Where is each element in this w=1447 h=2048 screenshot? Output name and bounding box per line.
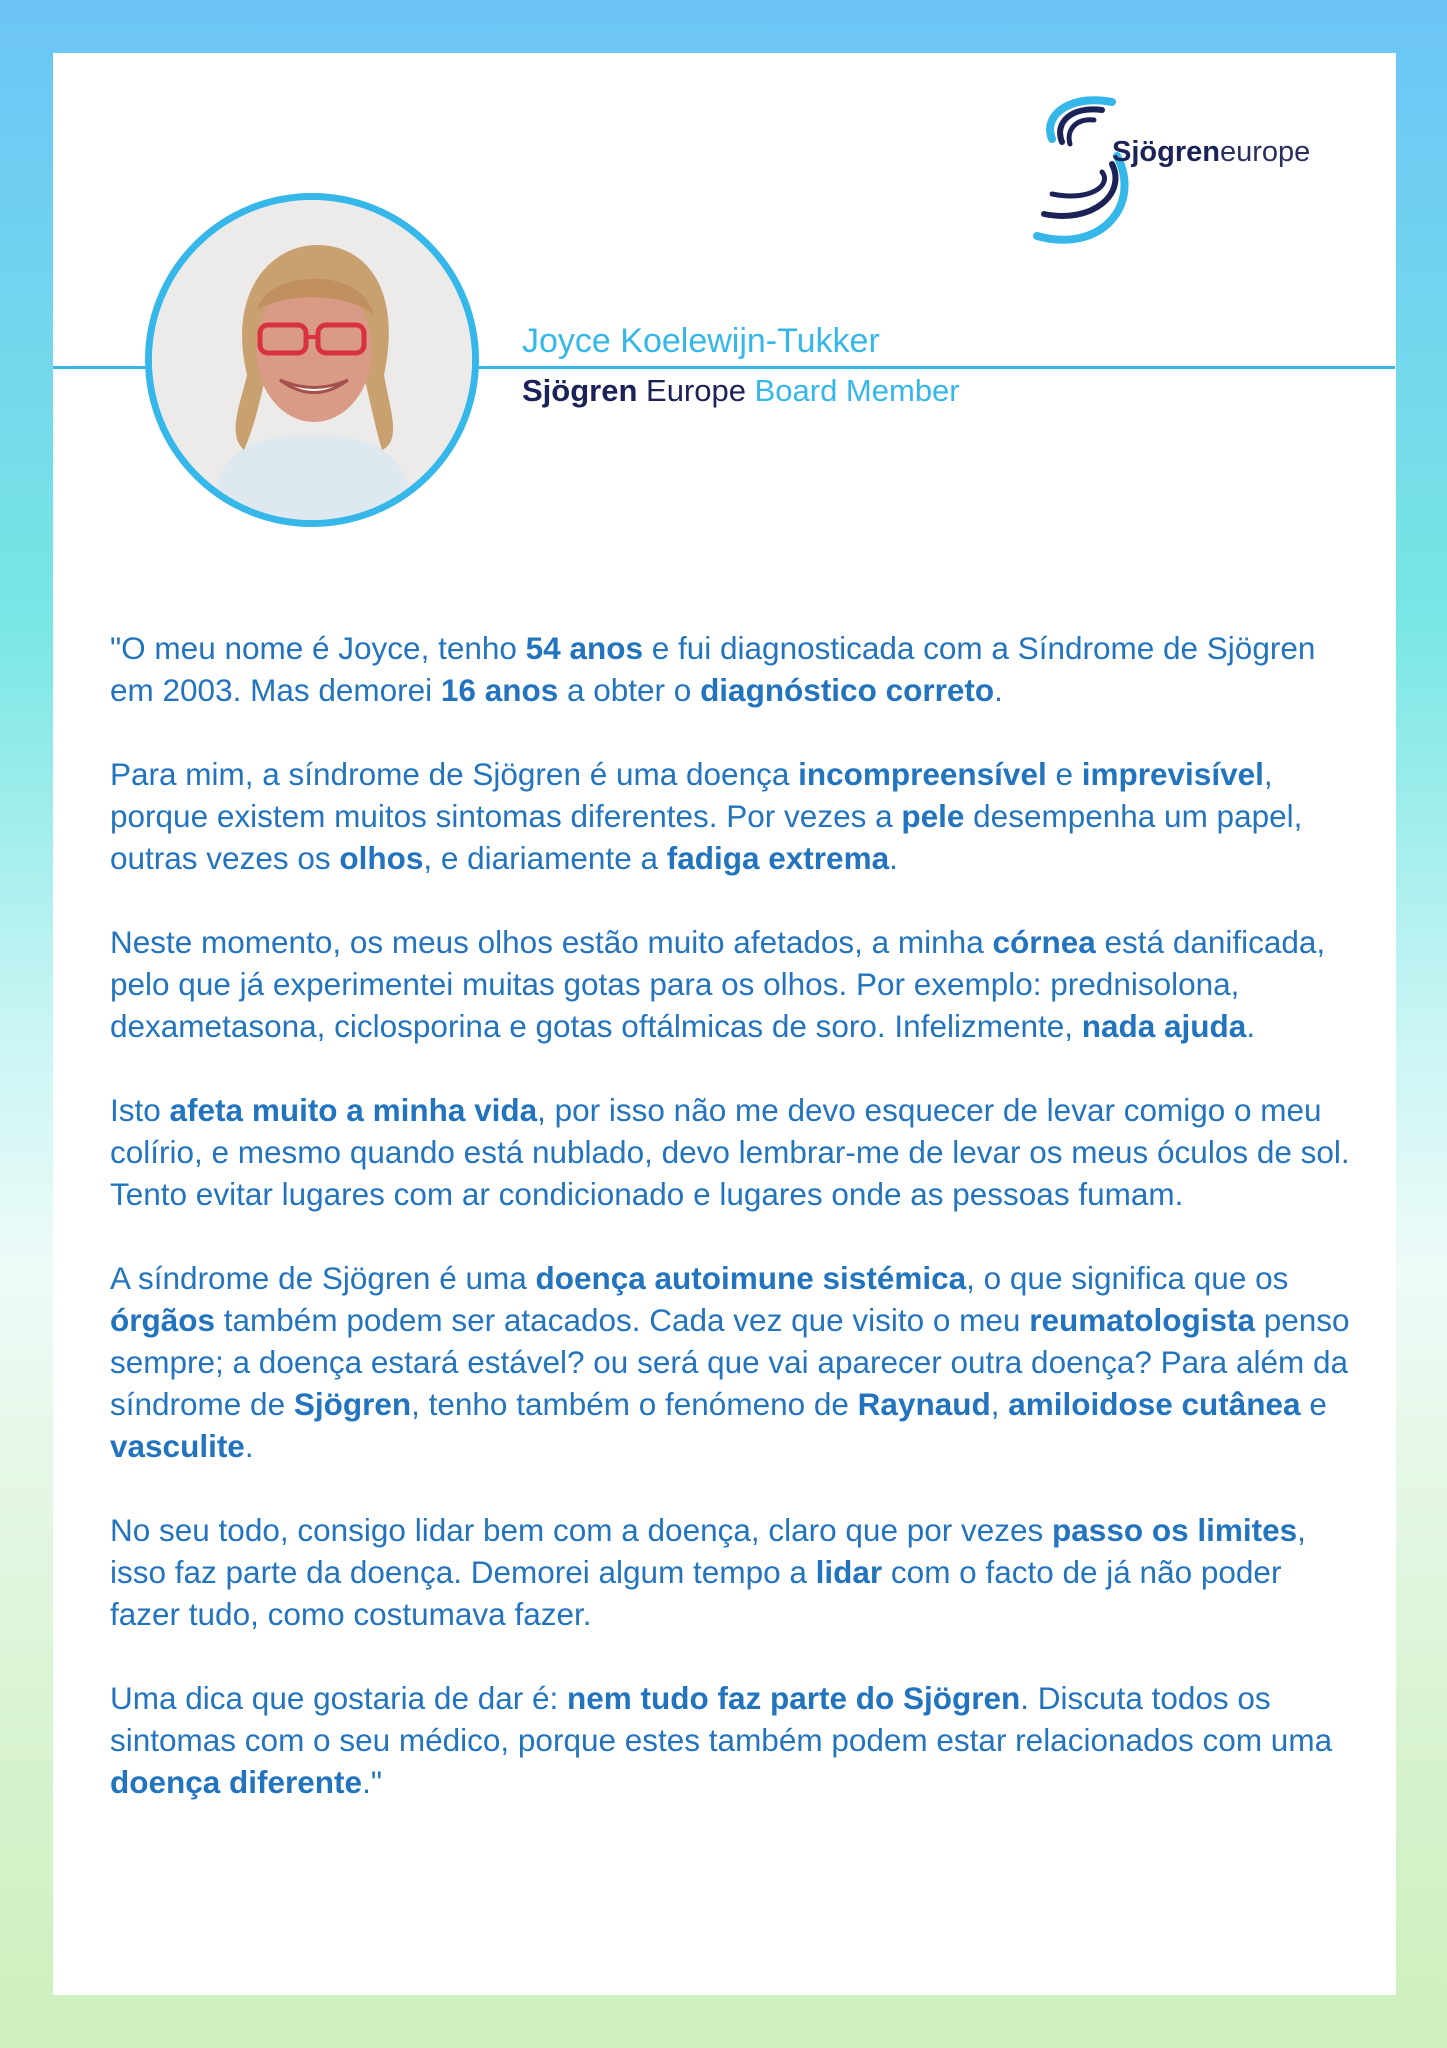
body-text: . bbox=[889, 840, 898, 876]
body-text: . bbox=[244, 1428, 254, 1464]
body-text: Uma dica que gostaria de dar é: bbox=[110, 1680, 568, 1716]
emphasis-text: vasculite bbox=[110, 1428, 245, 1464]
body-text: a obter o bbox=[558, 672, 701, 708]
body-text: também podem ser atacados. Cada vez que visito o meu bbox=[215, 1302, 1030, 1338]
emphasis-text: amiloidose cutânea bbox=[1008, 1386, 1301, 1422]
body-text: , isso faz parte da doença. Demorei algum tempo a bbox=[110, 1512, 1306, 1590]
logo-wordmark bbox=[1112, 136, 1310, 169]
emphasis-text: 16 anos bbox=[440, 672, 559, 708]
body-text: , e diariamente a bbox=[423, 840, 667, 876]
emphasis-text: diagnóstico correto bbox=[700, 672, 995, 708]
emphasis-text: Sjögren bbox=[293, 1386, 412, 1422]
profile-photo bbox=[145, 193, 479, 527]
body-text: , o que significa que os bbox=[966, 1260, 1289, 1296]
emphasis-text: nem tudo faz parte do Sjögren bbox=[567, 1680, 1021, 1716]
body-text: . bbox=[1246, 1008, 1256, 1044]
emphasis-text: incompreensível bbox=[798, 756, 1047, 792]
body-text: ." bbox=[362, 1764, 382, 1800]
body-text: e bbox=[1300, 1386, 1327, 1422]
emphasis-text: doença autoimune sistémica bbox=[535, 1260, 967, 1296]
paragraph-1 bbox=[110, 627, 1350, 711]
sjogren-europe-logo bbox=[1032, 94, 1362, 254]
logo-name-bold: Sjögren bbox=[1112, 136, 1220, 168]
emphasis-text: fadiga extrema bbox=[666, 840, 890, 876]
emphasis-text: nada ajuda bbox=[1081, 1008, 1247, 1044]
body-text: A síndrome de Sjögren é uma bbox=[110, 1260, 536, 1296]
body-text: Isto bbox=[110, 1092, 170, 1128]
emphasis-text: lidar bbox=[815, 1554, 883, 1590]
body-text: . bbox=[994, 672, 1003, 708]
person-name: Joyce Koelewijn-Tukker bbox=[522, 322, 880, 360]
body-text: No seu todo, consigo lidar bem com a doença, claro que por vezes bbox=[110, 1512, 1053, 1548]
body-text: . Discuta todos os sintomas com o seu médico, porque estes também podem estar relacionados com uma bbox=[110, 1680, 1333, 1758]
body-text: penso sempre; a doença estará estável? ou será que vai aparecer outra doença? Para além da síndrome de bbox=[110, 1302, 1350, 1422]
paragraph-2 bbox=[110, 753, 1350, 879]
emphasis-text: doença diferente bbox=[110, 1764, 363, 1800]
body-text: , porque existem muitos sintomas diferentes. Por vezes a bbox=[110, 756, 1273, 834]
emphasis-text: 54 anos bbox=[525, 630, 643, 666]
body-text: "O meu nome é Joyce, tenho bbox=[110, 630, 526, 666]
body-text: , tenho também o fenómeno de bbox=[411, 1386, 858, 1422]
body-text: , bbox=[990, 1386, 1009, 1422]
body-text: Neste momento, os meus olhos estão muito afetados, a minha bbox=[110, 924, 993, 960]
paragraph-4 bbox=[110, 1089, 1350, 1215]
person-portrait-icon bbox=[152, 200, 472, 520]
emphasis-text: reumatologista bbox=[1029, 1302, 1255, 1338]
paragraph-6 bbox=[110, 1509, 1350, 1635]
body-text: com o facto de já não poder fazer tudo, como costumava fazer. bbox=[110, 1554, 1282, 1632]
body-text: Para mim, a síndrome de Sjögren é uma doença bbox=[110, 756, 799, 792]
body-text: , por isso não me devo esquecer de levar comigo o meu colírio, e mesmo quando está nublado, devo lembrar-me de levar os meus óculos de sol. Tento evitar lugares com ar condicionado e lugares onde as pessoas fumam. bbox=[110, 1092, 1350, 1212]
emphasis-text: Raynaud bbox=[857, 1386, 991, 1422]
emphasis-text: passo os limites bbox=[1052, 1512, 1298, 1548]
person-role bbox=[522, 373, 960, 409]
emphasis-text: órgãos bbox=[110, 1302, 216, 1338]
paragraph-3 bbox=[110, 921, 1350, 1047]
emphasis-text: pele bbox=[901, 798, 965, 834]
emphasis-text: afeta muito a minha vida bbox=[169, 1092, 538, 1128]
emphasis-text: olhos bbox=[339, 840, 424, 876]
body-text: e bbox=[1046, 756, 1082, 792]
testimonial-body bbox=[110, 627, 1350, 1845]
paragraph-5 bbox=[110, 1257, 1350, 1467]
body-text: está danificada, pelo que já experimentei muitas gotas para os olhos. Por exemplo: prednisolona, dexametasona, ciclosporina e gotas oftálmicas de soro. Infelizmente, bbox=[110, 924, 1326, 1044]
org-name-rest: Europe bbox=[637, 373, 746, 408]
logo-name-light: europe bbox=[1219, 136, 1311, 168]
role-title: Board Member bbox=[745, 373, 960, 408]
org-name-bold: Sjögren bbox=[522, 373, 638, 408]
body-text: e fui diagnosticada com a Síndrome de Sjögren em 2003. Mas demorei bbox=[110, 630, 1316, 708]
swirl-logo-icon bbox=[1032, 94, 1132, 254]
emphasis-text: imprevisível bbox=[1081, 756, 1264, 792]
paragraph-7 bbox=[110, 1677, 1350, 1803]
emphasis-text: córnea bbox=[992, 924, 1096, 960]
body-text: desempenha um papel, outras vezes os bbox=[110, 798, 1303, 876]
